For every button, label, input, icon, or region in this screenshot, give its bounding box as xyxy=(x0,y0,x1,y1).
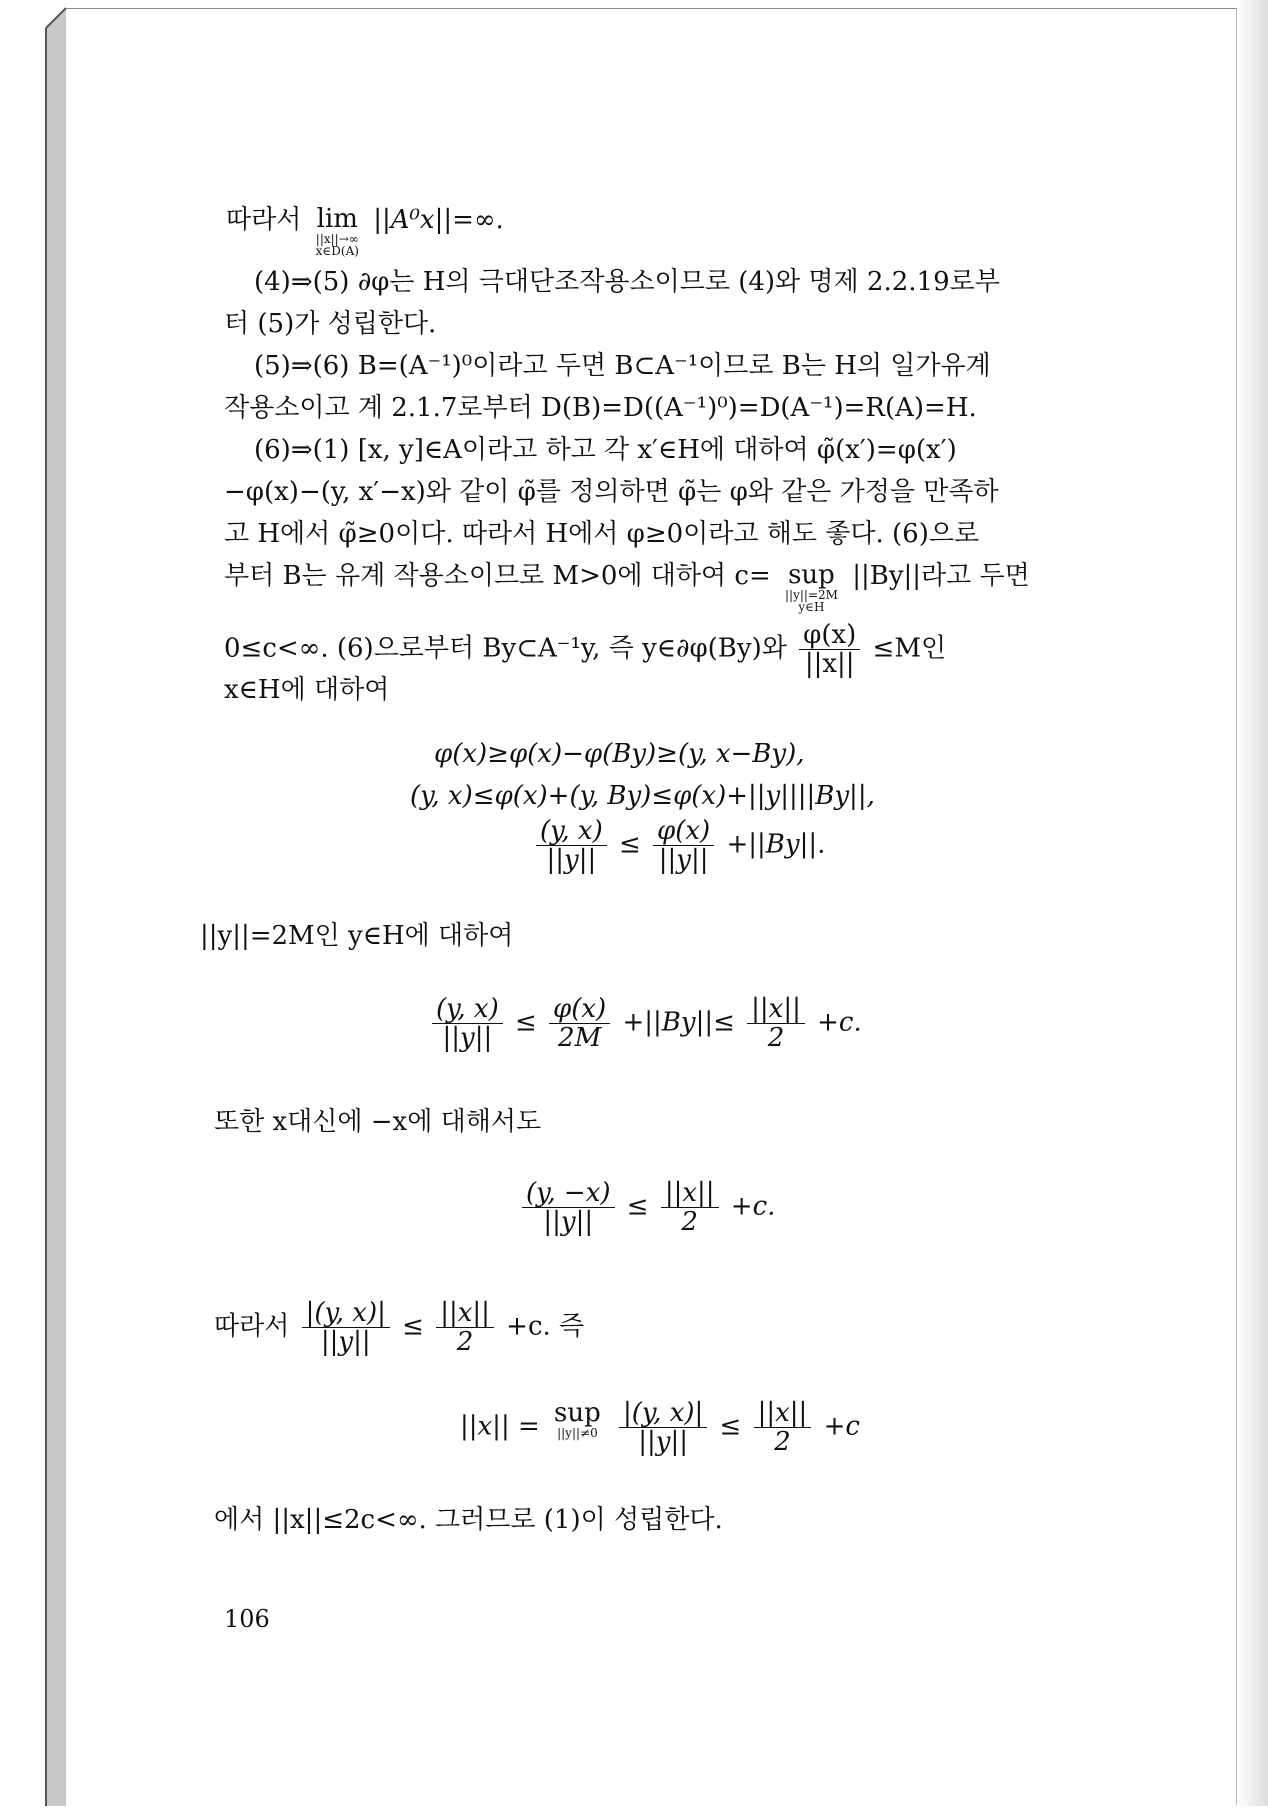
line-5: 작용소이고 계 2.1.7로부터 D(B)=D((A⁻¹)⁰)=D(A⁻¹)=R(A)=H. xyxy=(224,393,977,423)
numerator: ||x|| xyxy=(754,1399,812,1428)
fraction xyxy=(661,1179,719,1236)
line-14-part-b: +c. 즉 xyxy=(506,1311,585,1342)
equation-5 xyxy=(518,1179,775,1236)
line-9-part-b: ||By||라고 두면 xyxy=(852,561,1030,591)
book-page xyxy=(66,8,1237,1805)
numerator: |(y, x)| xyxy=(619,1399,707,1428)
denominator: ||y|| xyxy=(546,845,597,875)
line-8: 고 H에서 φ̃≥0이다. 따라서 H에서 φ≥0이라고 해도 좋다. (6)으로 xyxy=(224,519,980,549)
fraction xyxy=(549,995,610,1052)
line-12: ||y||=2M인 y∈H에 대하여 xyxy=(200,921,514,951)
numerator: ||x|| xyxy=(661,1179,719,1208)
equation-3 xyxy=(532,817,825,874)
line-10 xyxy=(224,621,946,678)
denominator: 2 xyxy=(456,1327,474,1357)
line-9-part-a: 부터 B는 유계 작용소이므로 M>0에 대하여 c= xyxy=(224,561,771,591)
denominator: 2 xyxy=(774,1427,791,1457)
equation-6-tail: +c xyxy=(823,1411,860,1442)
sup-sub: ||y||≠0 xyxy=(557,1426,598,1440)
line-1-text: 따라서 xyxy=(226,205,302,235)
line-4: (5)⇒(6) B=(A⁻¹)⁰이라고 두면 B⊂A⁻¹이므로 B는 H의 일가유계 xyxy=(254,351,991,381)
numerator: ||x|| xyxy=(436,1299,494,1328)
page-stack-edge xyxy=(0,0,70,1806)
denominator: ||y|| xyxy=(658,845,709,875)
operator: ≤ xyxy=(719,1411,742,1442)
line-10-part-b: ≤M인 xyxy=(872,633,947,664)
denominator: 2 xyxy=(681,1207,698,1237)
operator: ≤ xyxy=(626,1191,649,1222)
numerator: φ(x) xyxy=(799,621,860,650)
line-14-part-a: 따라서 xyxy=(214,1311,290,1342)
sup-label: sup xyxy=(554,1398,601,1428)
line-1-expr: ||A⁰x||=∞. xyxy=(373,205,504,235)
operator: ≤ xyxy=(514,1007,537,1038)
equation-4-tail: +c. xyxy=(817,1007,862,1038)
fraction xyxy=(302,1299,390,1356)
denominator: ||y|| xyxy=(638,1427,689,1457)
sup-label: sup xyxy=(788,560,835,590)
lim-sub-1: ||x||→∞ xyxy=(315,232,359,246)
line-14 xyxy=(214,1299,584,1356)
equation-5-tail: +c. xyxy=(730,1191,776,1222)
line-9 xyxy=(224,561,1030,613)
sup-sub-2: y∈H xyxy=(798,600,825,614)
fraction xyxy=(436,1299,494,1356)
line-13: 또한 x대신에 −x에 대해서도 xyxy=(214,1107,542,1137)
fraction xyxy=(754,1399,812,1456)
numerator: (y, −x) xyxy=(522,1179,615,1208)
denominator: 2 xyxy=(767,1023,785,1053)
lim-label: lim xyxy=(316,204,358,234)
numerator: (y, x) xyxy=(432,995,503,1024)
fraction xyxy=(432,995,503,1052)
numerator: φ(x) xyxy=(549,995,610,1024)
fraction xyxy=(536,817,607,874)
operator: +||By||≤ xyxy=(622,1007,735,1038)
page-stack-edge-drawing xyxy=(0,0,70,1806)
equation-3-tail: +||By||. xyxy=(726,829,826,860)
fraction xyxy=(522,1179,615,1236)
numerator: (y, x) xyxy=(536,817,607,846)
operator: ≤ xyxy=(402,1311,424,1342)
page-shadow xyxy=(1238,0,1268,1806)
sup-operator xyxy=(785,561,838,613)
fraction xyxy=(653,817,714,874)
line-6: (6)⇒(1) [x, y]∈A이라고 하고 각 x′∈H에 대하여 φ̃(x′)=φ(x′) xyxy=(254,435,957,465)
denominator: ||y|| xyxy=(543,1207,594,1237)
equation-6-lhs: ||x|| = xyxy=(460,1411,540,1442)
fraction xyxy=(619,1399,707,1456)
equation-4 xyxy=(428,995,862,1052)
sup-operator xyxy=(554,1399,601,1439)
equation-1: φ(x)≥φ(x)−φ(By)≥(y, x−By), xyxy=(434,739,805,769)
equation-2: (y, x)≤φ(x)+(y, By)≤φ(x)+||y||||By||, xyxy=(410,781,875,811)
denominator: 2M xyxy=(558,1023,602,1053)
line-1 xyxy=(226,205,504,257)
line-7: −φ(x)−(y, x′−x)와 같이 φ̃를 정의하면 φ̃는 φ와 같은 가정을 만족하 xyxy=(224,477,999,507)
denominator: ||x|| xyxy=(804,649,855,679)
line-11: x∈H에 대하여 xyxy=(224,675,390,705)
equation-6 xyxy=(460,1399,860,1456)
line-15: 에서 ||x||≤2c<∞. 그러므로 (1)이 성립한다. xyxy=(214,1505,723,1535)
numerator: φ(x) xyxy=(653,817,714,846)
sup-sub-1: ||y||=2M xyxy=(785,588,838,602)
denominator: ||y|| xyxy=(320,1327,371,1357)
denominator: ||y|| xyxy=(442,1023,493,1053)
limit-operator xyxy=(316,205,359,257)
fraction xyxy=(747,995,805,1052)
line-10-part-a: 0≤c<∞. (6)으로부터 By⊂A⁻¹y, 즉 y∈∂φ(By)와 xyxy=(224,633,787,664)
operator: ≤ xyxy=(618,829,641,860)
fraction xyxy=(799,621,860,678)
line-3: 터 (5)가 성립한다. xyxy=(224,309,437,339)
numerator: ||x|| xyxy=(747,995,805,1024)
page-number: 106 xyxy=(224,1605,270,1633)
numerator: |(y, x)| xyxy=(302,1299,390,1328)
line-2: (4)⇒(5) ∂φ는 H의 극대단조작용소이므로 (4)와 명제 2.2.19로부 xyxy=(254,267,1000,297)
lim-sub-2: x∈D(A) xyxy=(315,244,359,258)
